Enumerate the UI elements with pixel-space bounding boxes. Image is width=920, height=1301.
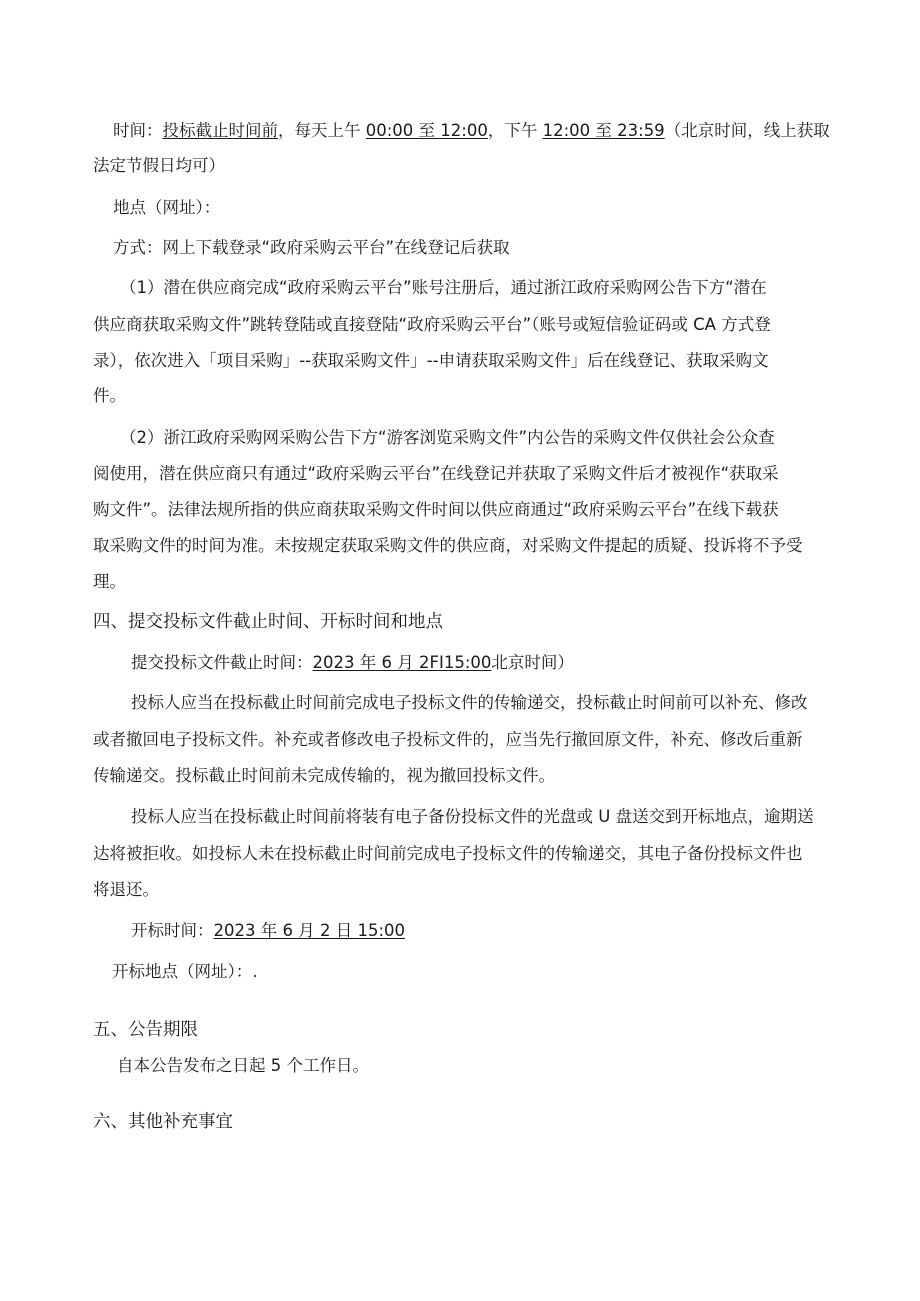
time-line bbox=[113, 120, 830, 142]
open-place-line: 开标地点（网址）：. bbox=[112, 962, 258, 981]
submit-deadline-tail: 北京时间） bbox=[491, 653, 574, 672]
item1-line: （1）潜在供应商完成“政府采购云平台”账号注册后，通过浙江政府采购网公告下方“潜在 bbox=[120, 278, 767, 297]
section4-para1-line: 或者撤回电子投标文件。补充或者修改电子投标文件的，应当先行撤回原文件，补充、修改后重新 bbox=[93, 730, 803, 749]
submit-deadline-value: 2023 年 6 月 2FI15:00 bbox=[312, 653, 492, 672]
section4-para2-line: 将退还。 bbox=[93, 880, 159, 899]
item2-line: （2）浙江政府采购网采购公告下方“游客浏览采购文件”内公告的采购文件仅供社会公众查 bbox=[120, 428, 775, 447]
section-5-title: 五、公告期限 bbox=[93, 1020, 198, 1040]
item2-line: 取采购文件的时间为准。未按规定获取采购文件的供应商，对采购文件提起的质疑、投诉将不予受 bbox=[93, 536, 803, 555]
time-label: 时间： bbox=[113, 121, 163, 140]
item2-line: 购文件”。法律法规所指的供应商获取采购文件时间以供应商通过“政府采购云平台”在线下载获 bbox=[93, 500, 779, 519]
item1-line: 件。 bbox=[93, 386, 126, 405]
section-4-title: 四、提交投标文件截止时间、开标时间和地点 bbox=[93, 612, 443, 632]
item1-line: 供应商获取采购文件”跳转登陆或直接登陆“政府采购云平台”（账号或短信验证码或 CA 方式登 bbox=[93, 315, 771, 334]
section-6-title: 六、其他补充事宜 bbox=[93, 1112, 233, 1132]
open-time-label: 开标时间： bbox=[131, 921, 214, 940]
open-time-value: 2023 年 6 月 2 日 15:00 bbox=[213, 921, 406, 940]
time-tail: （北京时间，线上获取 bbox=[664, 121, 830, 140]
method-line: 方式：网上下载登录“政府采购云平台”在线登记后获取 bbox=[113, 238, 510, 257]
time-pm: 12:00 至 23:59 bbox=[542, 121, 665, 140]
item1-line: 录），依次进入「项目采购」--获取采购文件」--申请获取采购文件」后在线登记、获取采购文 bbox=[93, 351, 769, 370]
section-5-body: 自本公告发布之日起 5 个工作日。 bbox=[117, 1056, 369, 1075]
section4-para1-line: 投标人应当在投标截止时间前完成电子投标文件的传输递交，投标截止时间前可以补充、修改 bbox=[131, 693, 808, 712]
section4-para2-line: 投标人应当在投标截止时间前将装有电子备份投标文件的光盘或 U 盘送交到开标地点，逾期送 bbox=[131, 807, 814, 826]
time-sep1: ，每天上午 bbox=[278, 121, 366, 140]
time-sep2: ，下午 bbox=[487, 121, 543, 140]
submit-deadline-label: 提交投标文件截止时间： bbox=[131, 653, 313, 672]
time-am: 00:00 至 12:00 bbox=[365, 121, 488, 140]
open-time-line bbox=[131, 920, 405, 942]
time-deadline: 投标截止时间前 bbox=[162, 121, 278, 140]
time-line-2: 法定节假日均可） bbox=[93, 156, 225, 175]
item2-line: 阅使用，潜在供应商只有通过“政府采购云平台”在线登记并获取了采购文件后才被视作“获取采 bbox=[93, 464, 779, 483]
submit-deadline-line bbox=[131, 652, 574, 674]
section4-para1-line: 传输递交。投标截止时间前未完成传输的，视为撤回投标文件。 bbox=[93, 766, 555, 785]
section4-para2-line: 达将被拒收。如投标人未在投标截止时间前完成电子投标文件的传输递交，其电子备份投标文件也 bbox=[93, 844, 803, 863]
item2-line: 理。 bbox=[93, 572, 126, 591]
location-line: 地点（网址）： bbox=[113, 198, 221, 217]
